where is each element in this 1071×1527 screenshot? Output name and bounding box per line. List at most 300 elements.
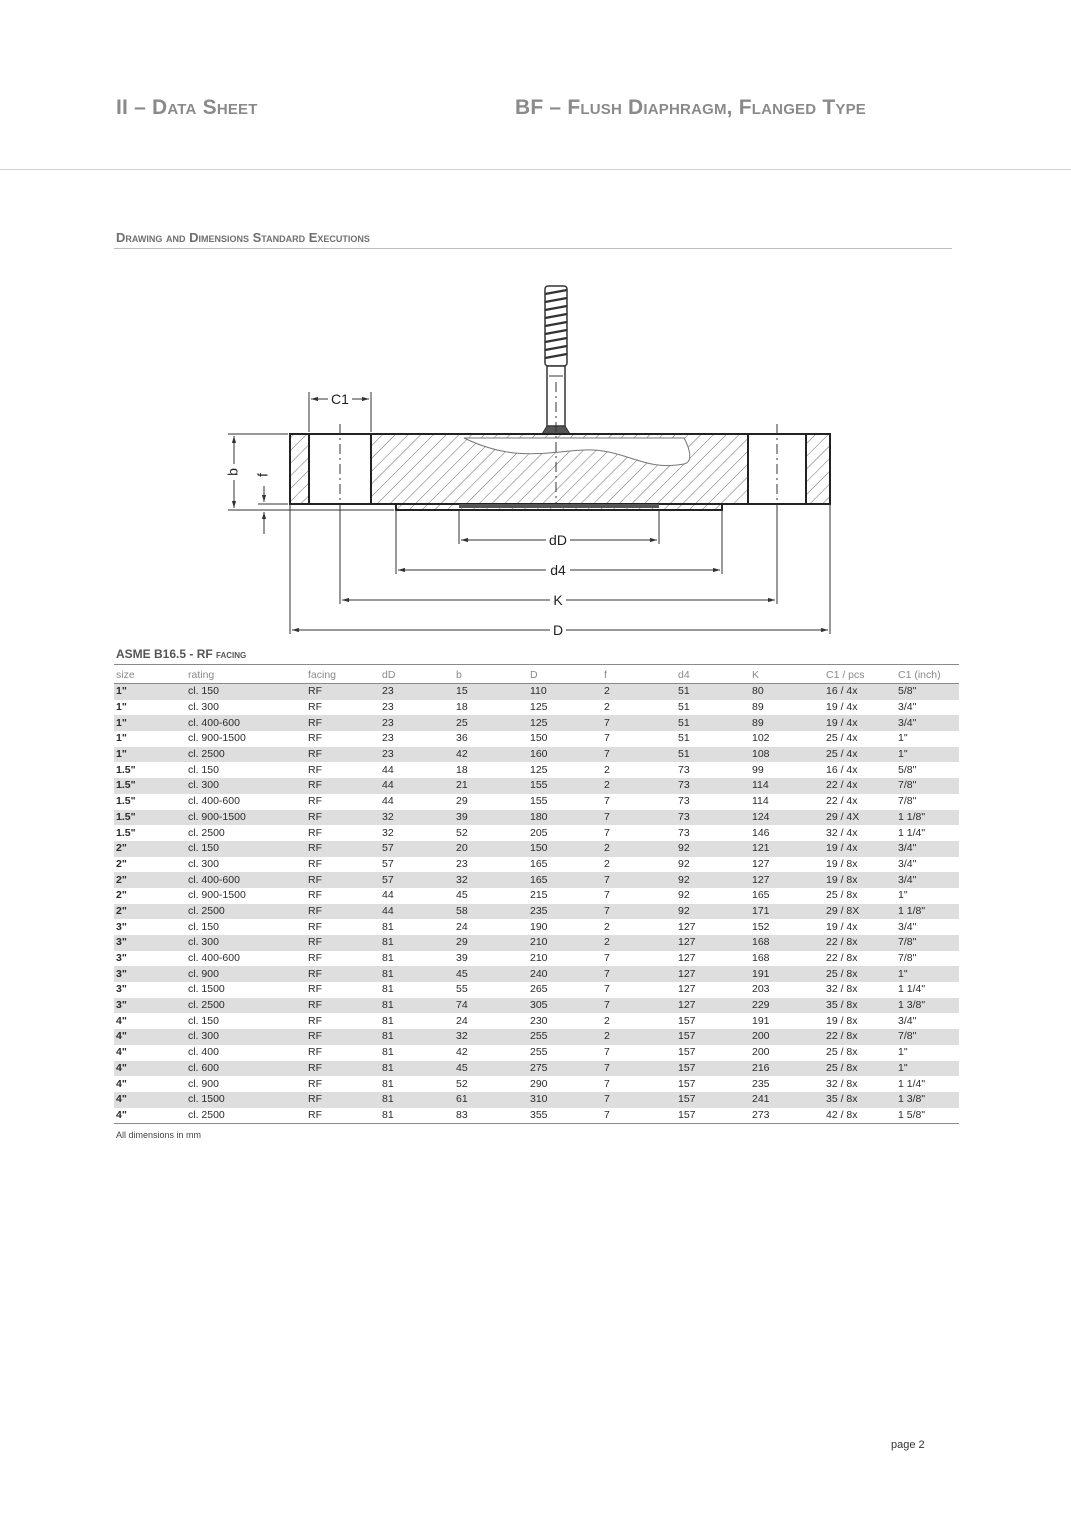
- table-cell: 45: [454, 1061, 528, 1077]
- table-row: [114, 762, 959, 778]
- table-cell: 24: [456, 920, 468, 933]
- table-cell: RF: [308, 795, 322, 808]
- table-cell: 42: [456, 1046, 468, 1059]
- table-cell: cl. 150: [188, 920, 219, 933]
- table-row: [114, 1092, 959, 1108]
- table-cell: 7: [604, 1046, 610, 1059]
- table-cell: 7: [602, 747, 676, 763]
- table-cell: RF: [308, 1077, 322, 1090]
- table-cell: 22 / 4x: [826, 795, 858, 808]
- table-cell: 57: [382, 857, 394, 870]
- table-cell: 19 / 8x: [826, 857, 858, 870]
- table-title-prefix: ASME B16.5 - RF: [116, 647, 213, 661]
- label-d4: d4: [550, 562, 566, 578]
- table-cell: 2: [602, 684, 676, 700]
- table-cell: 19 / 4x: [824, 841, 896, 857]
- table-cell: 210: [530, 952, 548, 965]
- table-cell: 1": [898, 732, 908, 745]
- table-cell: 22 / 8x: [824, 1029, 896, 1045]
- table-cell: 7: [602, 872, 676, 888]
- table-cell: 1": [114, 684, 186, 700]
- table-cell: 81: [380, 1029, 454, 1045]
- table-cell: 39: [456, 952, 468, 965]
- column-header: b: [454, 667, 528, 684]
- table-cell: 19 / 8x: [824, 872, 896, 888]
- table-cell: 81: [382, 1077, 394, 1090]
- table-cell: RF: [306, 935, 380, 951]
- header-divider: [0, 169, 1071, 170]
- table-cell: 1": [114, 747, 186, 763]
- table-row: [114, 966, 959, 982]
- table-cell: 19 / 4x: [826, 701, 858, 714]
- table-cell: 73: [678, 763, 690, 776]
- table-cell: 44: [382, 889, 394, 902]
- table-cell: 157: [676, 1092, 750, 1108]
- table-cell: 125: [530, 701, 548, 714]
- table-cell: 255: [528, 1029, 602, 1045]
- table-cell: 7/8": [896, 1029, 959, 1045]
- table-cell: 73: [678, 826, 690, 839]
- table-cell: 121: [750, 841, 824, 857]
- table-row: [114, 684, 959, 700]
- table-cell: 127: [676, 935, 750, 951]
- table-cell: 83: [454, 1108, 528, 1124]
- table-cell: RF: [306, 998, 380, 1014]
- table-row: [114, 1076, 959, 1092]
- table-cell: 7: [604, 889, 610, 902]
- table-cell: 74: [454, 998, 528, 1014]
- table-cell: 16 / 4x: [824, 684, 896, 700]
- table-cell: 81: [380, 998, 454, 1014]
- column-header: facing: [306, 667, 380, 684]
- table-cell: 25 / 8x: [824, 966, 896, 982]
- header-right-title: BF – Flush Diaphragm, Flanged Type: [515, 96, 866, 119]
- table-cell: 1 5/8": [896, 1108, 959, 1124]
- table-cell: 2: [604, 1014, 610, 1027]
- table-cell: RF: [308, 1014, 322, 1027]
- table-cell: 1": [896, 1061, 959, 1077]
- table-cell: 3/4": [898, 920, 917, 933]
- table-row: [114, 1108, 959, 1124]
- table-cell: RF: [308, 763, 322, 776]
- table-body: [114, 684, 959, 1124]
- table-cell: 32: [382, 826, 394, 839]
- table-cell: 7: [602, 810, 676, 826]
- table-cell: cl. 400-600: [186, 872, 306, 888]
- table-cell: 44: [380, 904, 454, 920]
- table-cell: 25 / 8x: [826, 1046, 858, 1059]
- table-cell: RF: [306, 684, 380, 700]
- table-cell: 61: [454, 1092, 528, 1108]
- table-cell: 73: [676, 810, 750, 826]
- table-cell: 7: [602, 966, 676, 982]
- table-cell: 2": [114, 841, 186, 857]
- table-cell: 35 / 8x: [824, 1092, 896, 1108]
- table-cell: 168: [752, 952, 770, 965]
- table-cell: 32 / 8x: [826, 1077, 858, 1090]
- table-title-suffix: facing: [216, 647, 247, 661]
- table-cell: 1 1/8": [896, 904, 959, 920]
- table-cell: cl. 2500: [186, 747, 306, 763]
- table-cell: 124: [750, 810, 824, 826]
- table-cell: RF: [306, 778, 380, 794]
- table-cell: 29: [454, 935, 528, 951]
- table-row: [114, 951, 959, 967]
- table-cell: RF: [306, 841, 380, 857]
- table-cell: RF: [306, 747, 380, 763]
- table-cell: 114: [752, 795, 769, 808]
- flange-body: [290, 434, 830, 510]
- table-cell: 23: [456, 857, 468, 870]
- table-cell: 18: [456, 701, 468, 714]
- table-cell: 4": [114, 1108, 186, 1124]
- table-cell: 4": [114, 1029, 186, 1045]
- table-row: [114, 872, 959, 888]
- table-cell: 19 / 4x: [826, 920, 858, 933]
- table-cell: 5/8": [896, 684, 959, 700]
- table-cell: 305: [528, 998, 602, 1014]
- table-cell: 92: [676, 841, 750, 857]
- table-cell: 7: [604, 983, 610, 996]
- table-cell: 25 / 8x: [824, 1061, 896, 1077]
- table-cell: 2": [114, 904, 186, 920]
- table-cell: 273: [750, 1108, 824, 1124]
- table-cell: 81: [382, 920, 394, 933]
- table-cell: cl. 400-600: [186, 715, 306, 731]
- table-cell: 127: [678, 952, 696, 965]
- table-cell: 81: [380, 1092, 454, 1108]
- table-cell: cl. 300: [186, 778, 306, 794]
- table-row: [114, 715, 959, 731]
- table-cell: 127: [678, 920, 696, 933]
- table-cell: 92: [678, 857, 690, 870]
- table-cell: 35 / 8x: [824, 998, 896, 1014]
- table-cell: RF: [306, 1029, 380, 1045]
- table-cell: RF: [308, 1046, 322, 1059]
- table-cell: cl. 150: [188, 1014, 219, 1027]
- table-cell: RF: [308, 983, 322, 996]
- table-cell: cl. 900-1500: [188, 732, 246, 745]
- table-cell: 32: [454, 872, 528, 888]
- table-cell: cl. 1500: [188, 983, 225, 996]
- table-cell: 7: [604, 732, 610, 745]
- table-cell: RF: [308, 889, 322, 902]
- table-row: [114, 998, 959, 1014]
- table-cell: cl. 600: [186, 1061, 306, 1077]
- table-cell: 7: [604, 1077, 610, 1090]
- table-cell: 200: [752, 1046, 770, 1059]
- table-cell: 3": [116, 983, 127, 996]
- table-cell: RF: [308, 920, 322, 933]
- table-cell: 2": [114, 872, 186, 888]
- column-header: dD: [380, 667, 454, 684]
- table-cell: 4": [116, 1046, 127, 1059]
- extension-lines: [228, 392, 830, 634]
- table-cell: 4": [114, 1092, 186, 1108]
- table-cell: RF: [308, 826, 322, 839]
- table-cell: 155: [530, 795, 548, 808]
- table-cell: 210: [528, 935, 602, 951]
- table-cell: 7: [604, 826, 610, 839]
- table-cell: RF: [306, 1092, 380, 1108]
- table-cell: cl. 150: [186, 684, 306, 700]
- column-header: rating: [186, 667, 306, 684]
- table-cell: 168: [750, 935, 824, 951]
- dimensions-table: [114, 667, 959, 1124]
- table-title: [116, 647, 246, 661]
- table-cell: 89: [750, 715, 824, 731]
- table-cell: 23: [382, 701, 394, 714]
- table-cell: 127: [750, 872, 824, 888]
- table-cell: 2": [116, 889, 127, 902]
- table-cell: cl. 400: [188, 1046, 219, 1059]
- table-header-row: [114, 667, 959, 684]
- table-cell: 58: [454, 904, 528, 920]
- table-cell: 2: [604, 701, 610, 714]
- label-f: f: [254, 473, 271, 477]
- table-cell: 32: [454, 1029, 528, 1045]
- table-cell: 7: [602, 1108, 676, 1124]
- table-cell: cl. 900-1500: [188, 889, 246, 902]
- table-cell: 81: [380, 935, 454, 951]
- table-cell: 2: [604, 763, 610, 776]
- table-cell: 190: [530, 920, 548, 933]
- table-cell: 2: [602, 1029, 676, 1045]
- table-cell: 180: [528, 810, 602, 826]
- table-cell: 150: [528, 841, 602, 857]
- table-cell: 160: [528, 747, 602, 763]
- table-cell: 165: [752, 889, 770, 902]
- table-row: [114, 1029, 959, 1045]
- table-cell: cl. 400-600: [188, 952, 240, 965]
- table-cell: cl. 300: [188, 701, 219, 714]
- table-cell: 3": [114, 966, 186, 982]
- table-cell: 230: [530, 1014, 548, 1027]
- table-cell: cl. 2500: [186, 1108, 306, 1124]
- table-row: [114, 888, 959, 904]
- table-cell: 3/4": [898, 701, 917, 714]
- table-cell: 52: [456, 826, 468, 839]
- table-cell: 241: [750, 1092, 824, 1108]
- table-cell: 22 / 8x: [826, 952, 858, 965]
- table-cell: 51: [678, 732, 690, 745]
- table-cell: 157: [678, 1014, 696, 1027]
- table-cell: 205: [530, 826, 548, 839]
- label-dd: dD: [549, 532, 567, 548]
- table-cell: 32 / 4x: [826, 826, 858, 839]
- table-row: [114, 935, 959, 951]
- table-cell: 92: [676, 904, 750, 920]
- table-cell: 7: [602, 904, 676, 920]
- table-cell: 51: [676, 684, 750, 700]
- table-cell: 81: [382, 1014, 394, 1027]
- table-cell: 7/8": [896, 778, 959, 794]
- table-cell: 5/8": [898, 763, 917, 776]
- page-number: page 2: [891, 1439, 925, 1451]
- table-cell: 3": [116, 952, 127, 965]
- table-cell: 3/4": [896, 841, 959, 857]
- table-cell: 235: [528, 904, 602, 920]
- table-cell: 32: [380, 810, 454, 826]
- table-cell: RF: [306, 966, 380, 982]
- table-cell: cl. 300: [186, 935, 306, 951]
- table-cell: 102: [752, 732, 770, 745]
- table-cell: 1 1/8": [896, 810, 959, 826]
- table-cell: 125: [530, 763, 548, 776]
- table-cell: 1 1/4": [898, 983, 926, 996]
- table-cell: 25 / 4x: [826, 732, 858, 745]
- table-cell: cl. 150: [188, 763, 219, 776]
- table-cell: cl. 300: [186, 1029, 306, 1045]
- label-b: b: [224, 468, 241, 476]
- table-cell: 16 / 4x: [826, 763, 858, 776]
- table-cell: 55: [456, 983, 468, 996]
- table-cell: 44: [382, 763, 394, 776]
- table-cell: 235: [752, 1077, 770, 1090]
- table-cell: 275: [528, 1061, 602, 1077]
- table-row: [114, 982, 959, 998]
- table-cell: 89: [752, 701, 764, 714]
- section-title: Drawing and Dimensions Standard Executions: [116, 230, 370, 245]
- table-cell: 1": [114, 715, 186, 731]
- table-cell: RF: [308, 952, 322, 965]
- table-cell: 1 1/4": [898, 1077, 926, 1090]
- table-cell: 29: [456, 795, 468, 808]
- table-cell: 7: [602, 1061, 676, 1077]
- table-cell: 157: [678, 1077, 696, 1090]
- table-cell: 20: [454, 841, 528, 857]
- table-cell: 81: [382, 983, 394, 996]
- table-cell: 7: [602, 998, 676, 1014]
- table-cell: 25 / 4x: [824, 747, 896, 763]
- table-row: [114, 700, 959, 716]
- table-cell: 57: [380, 872, 454, 888]
- table-row: [114, 810, 959, 826]
- table-cell: 99: [752, 763, 764, 776]
- table-cell: 7: [602, 1092, 676, 1108]
- table-cell: cl. 150: [186, 841, 306, 857]
- table-cell: 23: [382, 732, 394, 745]
- table-cell: cl. 1500: [186, 1092, 306, 1108]
- table-cell: 114: [750, 778, 824, 794]
- table-cell: 203: [752, 983, 770, 996]
- footnote: All dimensions in mm: [116, 1130, 202, 1140]
- table-cell: 44: [380, 778, 454, 794]
- table-cell: 29 / 8X: [824, 904, 896, 920]
- table-cell: 1.5": [116, 795, 136, 808]
- table-cell: 73: [678, 795, 690, 808]
- table-cell: 81: [380, 966, 454, 982]
- table-cell: RF: [308, 857, 322, 870]
- table-cell: 81: [382, 952, 394, 965]
- table-cell: 157: [676, 1061, 750, 1077]
- table-cell: 127: [752, 857, 770, 870]
- column-header: C1 (inch): [896, 667, 959, 684]
- table-cell: 152: [752, 920, 770, 933]
- table-cell: 81: [380, 1108, 454, 1124]
- table-cell: RF: [308, 732, 322, 745]
- table-cell: 51: [678, 701, 690, 714]
- table-cell: 265: [530, 983, 548, 996]
- table-row: [114, 919, 959, 935]
- table-cell: 171: [750, 904, 824, 920]
- table-cell: 155: [528, 778, 602, 794]
- table-cell: 3/4": [896, 872, 959, 888]
- table-cell: 3/4": [896, 715, 959, 731]
- table-cell: 45: [454, 966, 528, 982]
- table-cell: RF: [306, 1061, 380, 1077]
- table-cell: 42: [454, 747, 528, 763]
- table-cell: 1 1/4": [898, 826, 926, 839]
- table-cell: 110: [528, 684, 602, 700]
- table-row: [114, 778, 959, 794]
- table-cell: 1 3/8": [896, 998, 959, 1014]
- table-row: [114, 731, 959, 747]
- table-cell: 125: [528, 715, 602, 731]
- table-cell: 21: [454, 778, 528, 794]
- table-cell: RF: [306, 904, 380, 920]
- label-k: K: [553, 592, 563, 608]
- table-cell: 4": [114, 1061, 186, 1077]
- table-cell: 255: [530, 1046, 548, 1059]
- table-cell: 23: [380, 715, 454, 731]
- table-cell: 127: [678, 983, 696, 996]
- table-cell: 1": [116, 701, 127, 714]
- table-cell: 215: [530, 889, 548, 902]
- table-cell: 24: [456, 1014, 468, 1027]
- table-cell: 57: [380, 841, 454, 857]
- flange-drawing: [214, 272, 854, 644]
- table-cell: 22 / 8x: [824, 935, 896, 951]
- table-cell: 1.5": [114, 778, 186, 794]
- table-cell: 1.5": [114, 810, 186, 826]
- table-cell: 1": [896, 966, 959, 982]
- column-header: C1 / pcs: [824, 667, 896, 684]
- table-cell: 51: [676, 747, 750, 763]
- table-cell: 229: [750, 998, 824, 1014]
- table-cell: 200: [750, 1029, 824, 1045]
- table-cell: RF: [308, 701, 322, 714]
- table-row: [114, 857, 959, 873]
- table-cell: 1.5": [116, 826, 136, 839]
- table-cell: 19 / 8x: [826, 1014, 858, 1027]
- section-divider: [114, 248, 952, 249]
- table-cell: 81: [380, 1061, 454, 1077]
- table-row: [114, 794, 959, 810]
- table-cell: 15: [454, 684, 528, 700]
- table-cell: 22 / 4x: [824, 778, 896, 794]
- table-cell: 73: [676, 778, 750, 794]
- table-cell: 4": [116, 1077, 127, 1090]
- table-cell: 3": [114, 935, 186, 951]
- table-cell: 36: [456, 732, 468, 745]
- table-cell: 92: [676, 872, 750, 888]
- table-cell: 25: [454, 715, 528, 731]
- table-cell: 1": [116, 732, 127, 745]
- table-cell: cl. 300: [188, 857, 219, 870]
- table-cell: 2: [602, 841, 676, 857]
- table-cell: 216: [750, 1061, 824, 1077]
- table-cell: 2: [602, 935, 676, 951]
- table-cell: 191: [750, 966, 824, 982]
- table-cell: cl. 900: [186, 966, 306, 982]
- column-header: size: [114, 667, 186, 684]
- table-cell: 3": [116, 920, 127, 933]
- table-cell: RF: [306, 1108, 380, 1124]
- label-c1: C1: [331, 391, 349, 407]
- table-cell: 44: [382, 795, 394, 808]
- table-top-rule: [114, 664, 959, 665]
